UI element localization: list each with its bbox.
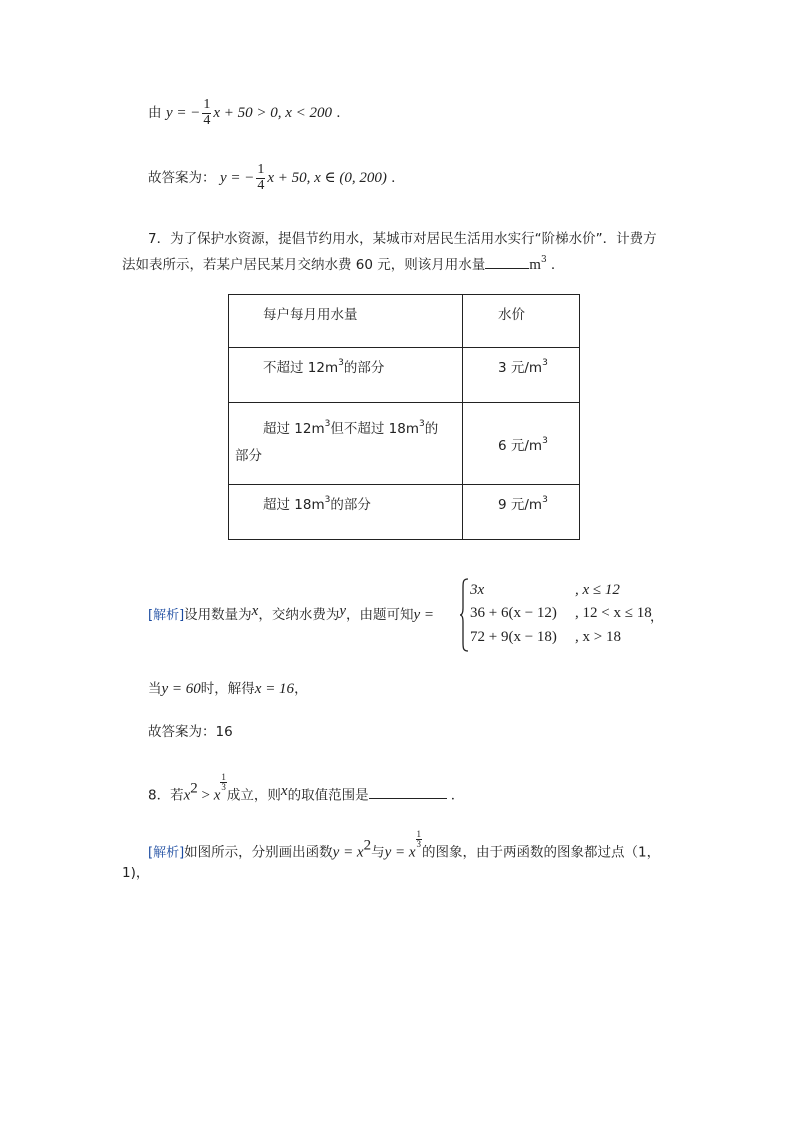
analysis-8: [解析]如图所示，分别画出函数$y = x^2$与y = x $\frac{1}{3}$ 的图象，由于两函数的图象都过点（1， xyxy=(148,829,661,861)
price-cell: 9 元$/m^3$ xyxy=(463,485,580,540)
question-8: 8．若$x^2 > x$ $\frac{1}{3}$ 成立，则x的取值范围是 . xyxy=(148,772,455,804)
price-cell: 3 元$/m^3$ xyxy=(463,348,580,403)
y-equals: y = xyxy=(413,607,435,623)
analysis-7-end: ， xyxy=(650,609,664,625)
water-price-table xyxy=(228,294,580,540)
equation-lhs: y = − xyxy=(219,170,255,187)
piecewise-row-2: 36 + 6(x − 12) xyxy=(470,605,557,621)
answer-line-6 xyxy=(148,163,395,193)
answer-blank[interactable] xyxy=(369,784,447,799)
exponent-fraction: $\frac{1}{3}$ xyxy=(221,772,226,793)
period: . xyxy=(451,787,455,804)
answer-prefix: 故答案为： xyxy=(148,170,216,187)
equation-lhs: y = − xyxy=(165,105,201,122)
usage-cell: 超过 $18m^3$的部分 xyxy=(229,485,463,540)
exponent-fraction: $\frac{1}{3}$ xyxy=(416,829,422,850)
solution-line-1 xyxy=(148,98,340,128)
analysis-tag: [解析] xyxy=(148,845,185,861)
table-row xyxy=(229,348,580,403)
piecewise-cond-3: , x > 18 xyxy=(575,629,621,645)
piecewise-cond-1: , x ≤ 12 xyxy=(575,582,620,598)
question-7-text: 法如表所示，若某户居民某月交纳水费 60 元，则该月用水量 xyxy=(122,257,486,273)
fraction: $\frac{1}{4}$ xyxy=(203,97,211,128)
variable-x: x xyxy=(251,603,259,619)
period: . xyxy=(551,257,555,273)
period: . xyxy=(336,105,341,122)
piecewise-row-3: 72 + 9(x − 18) xyxy=(470,629,557,645)
question-7-line-2 xyxy=(122,253,555,274)
equation: y = 60 xyxy=(161,681,201,697)
unit: m xyxy=(529,257,541,273)
piecewise-cond-2: , 12 < x ≤ 18 xyxy=(575,605,652,621)
unit-exponent: 3 xyxy=(540,255,547,265)
variable-y: y xyxy=(339,603,346,619)
equation-rhs: x + 50 > 0, x < 200 xyxy=(213,105,333,122)
usage-cell: 不超过 $12m^3$的部分 xyxy=(229,348,463,403)
period: . xyxy=(391,170,396,187)
equation-rhs: x + 50, x ∈ (0, 200) xyxy=(267,170,387,187)
table-row xyxy=(229,403,580,485)
equation: x = 16 xyxy=(254,681,295,697)
table-header-usage: 每户每月用水量 xyxy=(229,295,463,348)
analysis-7: [解析]设用数量为x，交纳水费为y，由题可知y = xyxy=(148,603,435,623)
fraction: $\frac{1}{4}$ xyxy=(257,162,265,193)
answer-7: 故答案为：16 xyxy=(148,724,233,740)
question-7-line-1: 7．为了保护水资源，提倡节约用水，某城市对居民生活用水实行“阶梯水价”．计费方 xyxy=(148,231,657,247)
prefix: 由 xyxy=(148,105,162,122)
left-brace-icon xyxy=(459,578,469,652)
table-header-price: 水价 xyxy=(463,295,580,348)
price-cell: 6 元$/m^3$ xyxy=(463,403,580,485)
analysis-8-line-2: 1)， xyxy=(122,865,150,881)
usage-cell: 超过 $12m^3$但不超过 $18m^3$的 部分 xyxy=(229,403,463,485)
answer-blank[interactable] xyxy=(485,254,529,269)
analysis-tag: [解析] xyxy=(148,608,185,623)
piecewise-row-1: 3x xyxy=(470,582,485,598)
table-row xyxy=(229,485,580,540)
solve-line-7: 当y = 60时，解得x = 16， xyxy=(148,681,308,697)
